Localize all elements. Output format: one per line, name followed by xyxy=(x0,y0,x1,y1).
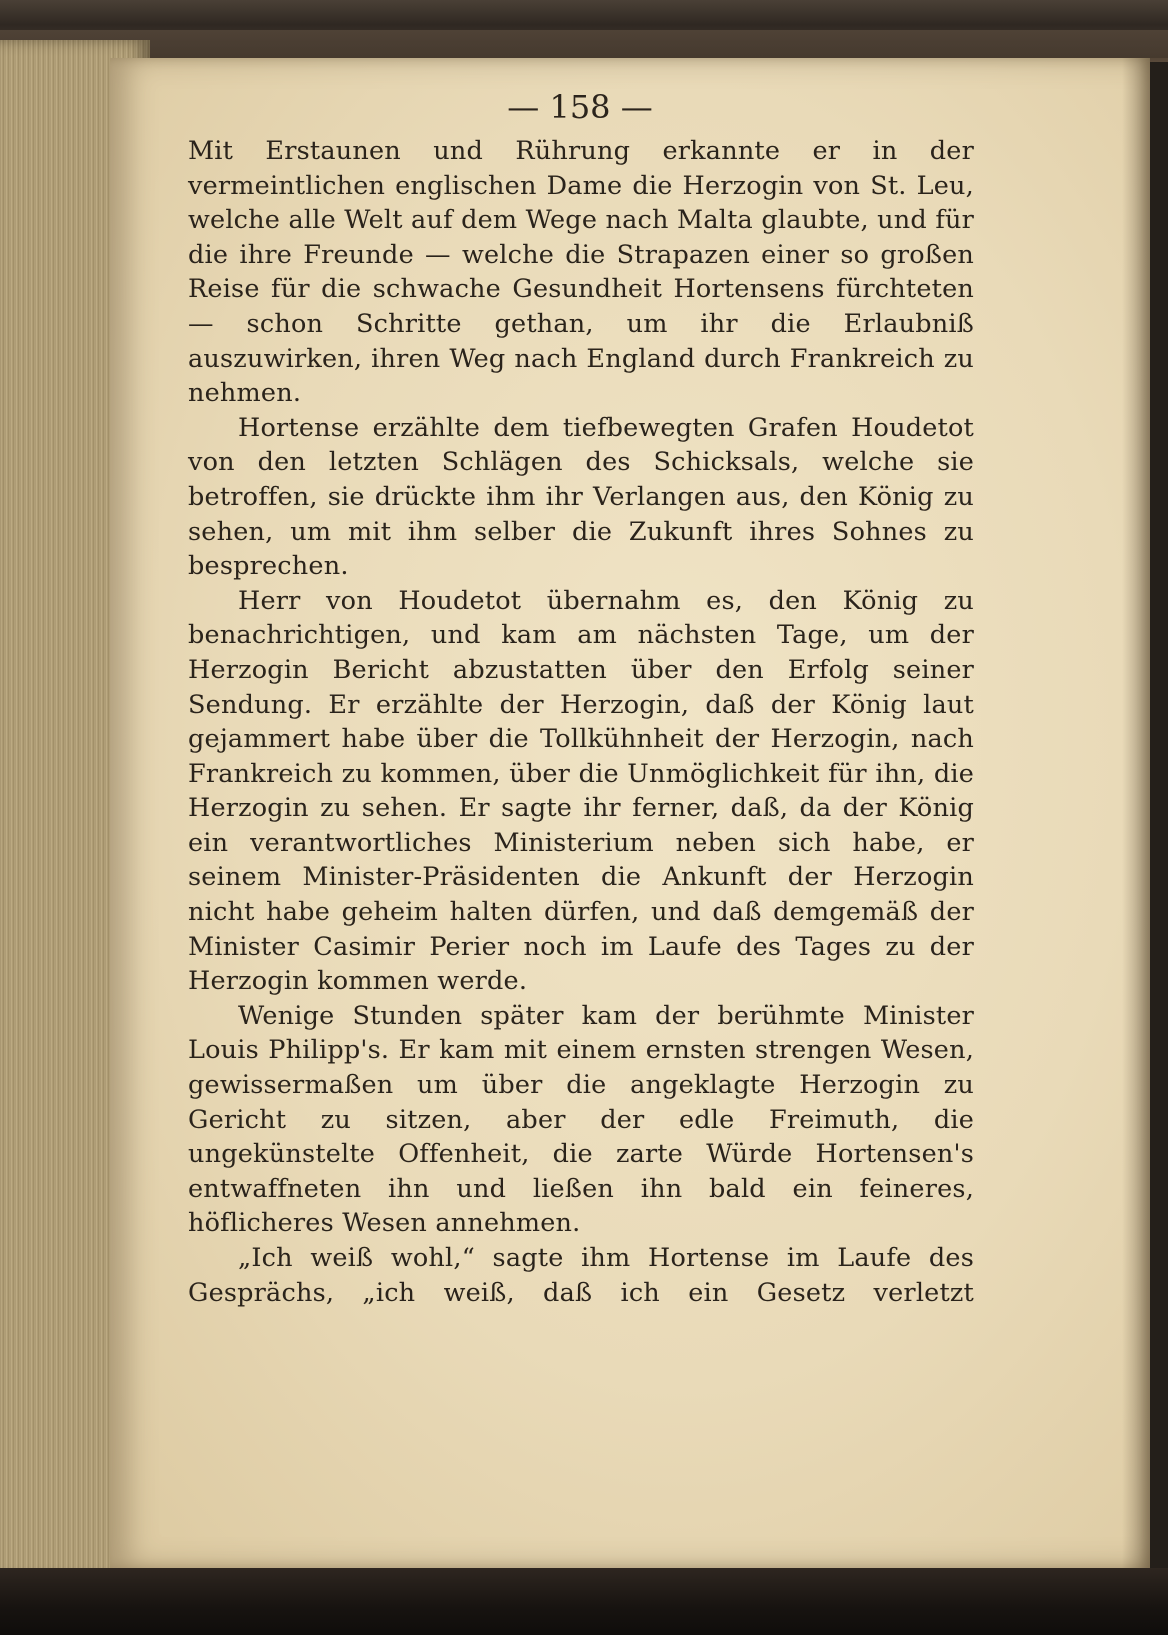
paragraph-4: Wenige Stunden später kam der berühmte Minister Louis Philipp's. Er kam mit einem ernsten strengen Wesen, gewissermaßen um über die angeklagte Herzogin zu Gericht zu sitzen, aber der edle Freimuth, die ungekünstelte Offenheit, die zarte Würde Hortensen's entwaffneten ihn und ließen ihn bald ein feineres, höflicheres Wesen annehmen. xyxy=(188,1000,974,1239)
paragraph-1: Mit Erstaunen und Rührung erkannte er in der vermeintlichen englischen Dame die Herzogin von St. Leu, welche alle Welt auf dem Wege nach Malta glaubte, und für die ihre Freunde — welche die Strapazen einer so großen Reise für die schwache Gesundheit Hortensens fürchteten — schon Schritte gethan, um ihr die Erlaubniß auszuwirken, ihren Weg nach England durch Frankreich zu nehmen. xyxy=(188,136,974,409)
paragraph-3: Herr von Houdetot übernahm es, den König zu benachrichtigen, und kam am nächsten Tage, um der Herzogin Bericht abzustatten über den Erfolg seiner Sendung. Er erzählte der Herzogin, daß der König laut gejammert habe über die Tollkühnheit der Herzogin, nach Frankreich zu kommen, über die Unmöglichkeit für ihn, die Herzogin zu sehen. Er sagte ihr ferner, daß, da der König ein verantwortliches Ministerium neben sich habe, er seinem Minister-Präsidenten die Ankunft der Herzogin nicht habe geheim halten dürfen, und daß demgemäß der Minister Casimir Perier noch im Laufe des Tages zu der Herzogin kommen werde. xyxy=(188,585,974,997)
gutter-shadow xyxy=(1122,58,1150,1568)
paragraph-2: Hortense erzählte dem tiefbewegten Grafen Houdetot von den letzten Schlägen des Schicksals, welche sie betroffen, sie drückte ihm ihr Verlangen aus, den König zu sehen, um mit ihm selber die Zukunft ihres Sohnes zu besprechen. xyxy=(188,412,974,582)
body-text xyxy=(188,134,974,1310)
paragraph-5: „Ich weiß wohl,“ sagte ihm Hortense im Laufe des Gesprächs, „ich weiß, daß ich ein Gesetz verletzt xyxy=(188,1243,974,1308)
book-cover-top-edge xyxy=(0,30,1168,58)
page-number: — 158 — xyxy=(507,88,653,126)
book-cover-bottom xyxy=(0,1568,1168,1635)
